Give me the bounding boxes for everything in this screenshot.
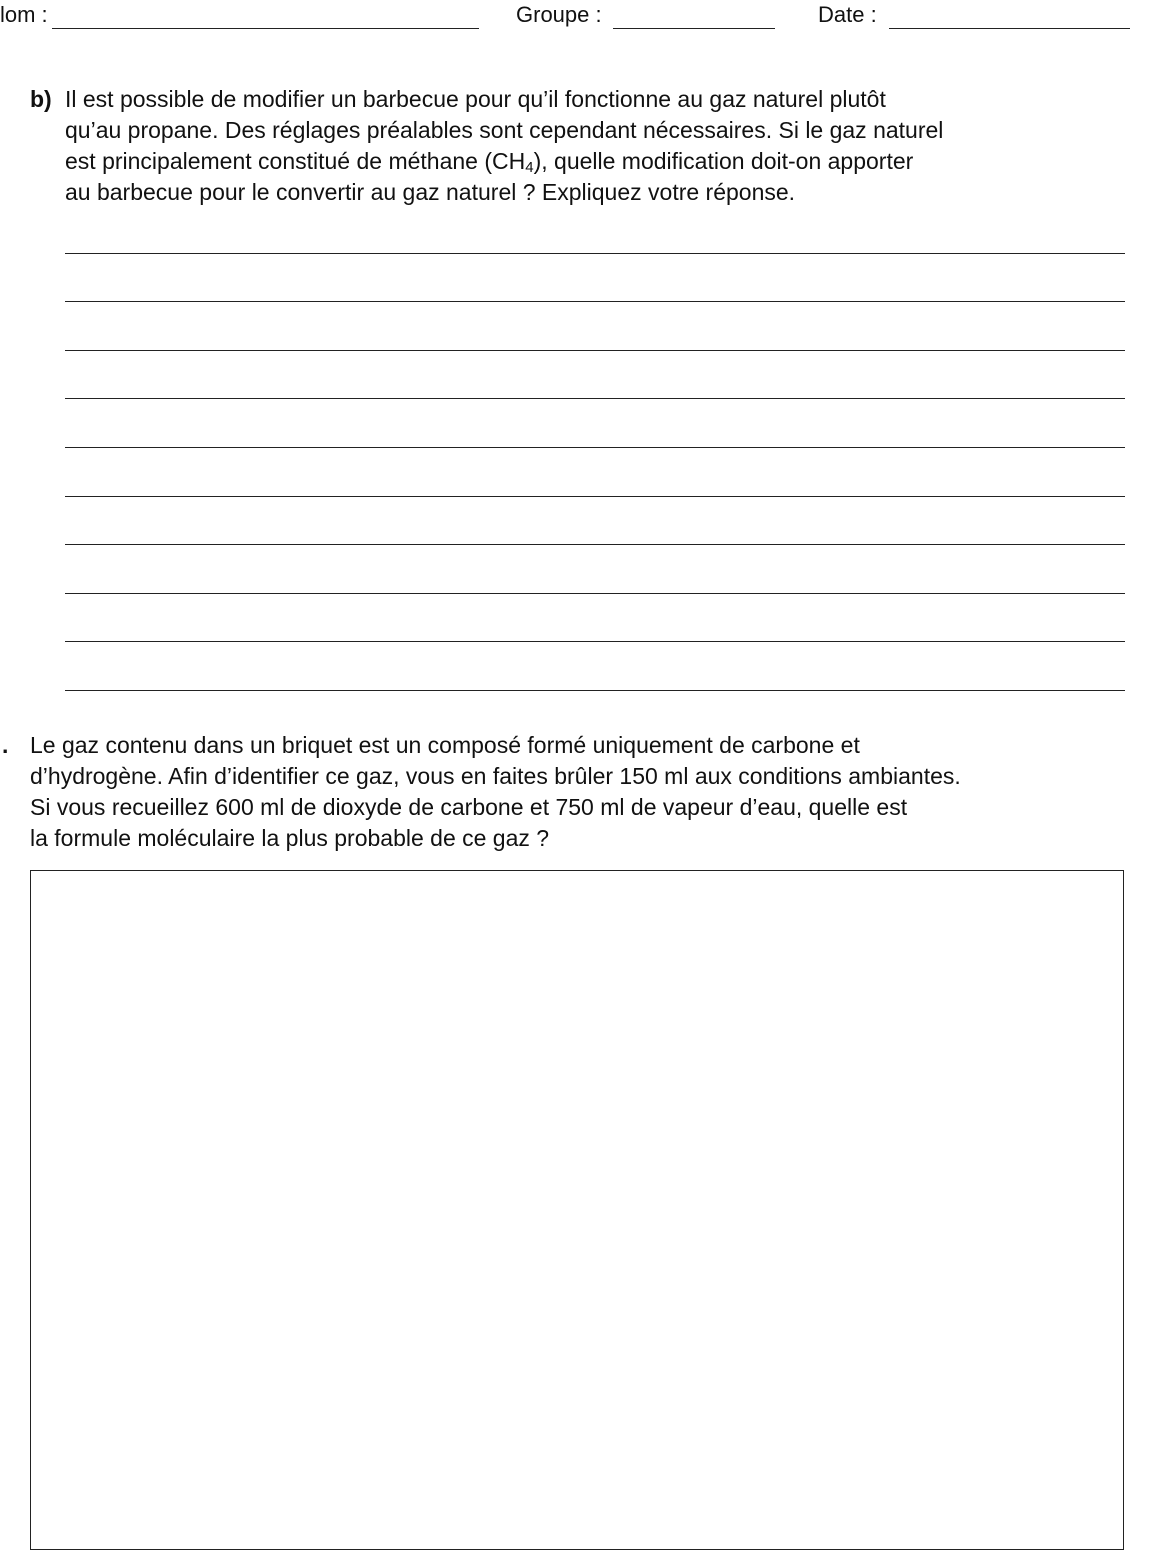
question-b-line-3-before: est principalement constitué de méthane (CH: [65, 148, 526, 174]
group-label: Groupe :: [516, 2, 602, 27]
answer-line[interactable]: [65, 690, 1125, 691]
name-answer-line[interactable]: [52, 28, 479, 29]
answer-line[interactable]: [65, 496, 1125, 497]
question-b-line-1: Il est possible de modifier un barbecue pour qu’il fonctionne au gaz naturel plutôt: [65, 86, 886, 112]
question-next-line-2: d’hydrogène. Afin d’identifier ce gaz, vous en faites brûler 150 ml aux conditions ambiantes.: [30, 763, 961, 789]
answer-line[interactable]: [65, 447, 1125, 448]
question-b-text: [65, 84, 943, 208]
methane-subscript: 4: [525, 159, 534, 176]
date-label: Date :: [818, 2, 877, 27]
question-next-line-3: Si vous recueillez 600 ml de dioxyde de carbone et 750 ml de vapeur d’eau, quelle est: [30, 794, 908, 820]
answer-line[interactable]: [65, 544, 1125, 545]
answer-line[interactable]: [65, 398, 1125, 399]
question-next-label: .: [2, 732, 9, 758]
question-next-text: [30, 730, 961, 854]
question-b-line-3: [65, 146, 943, 177]
answer-box[interactable]: [30, 870, 1124, 1550]
name-label: lom :: [0, 2, 48, 27]
answer-line[interactable]: [65, 301, 1125, 302]
group-answer-line[interactable]: [613, 28, 775, 29]
date-answer-line[interactable]: [889, 28, 1130, 29]
question-b-label: b): [30, 86, 52, 112]
answer-line[interactable]: [65, 350, 1125, 351]
answer-line[interactable]: [65, 593, 1125, 594]
answer-line[interactable]: [65, 253, 1125, 254]
question-next-line-1: Le gaz contenu dans un briquet est un composé formé uniquement de carbone et: [30, 732, 860, 758]
question-b-line-2: qu’au propane. Des réglages préalables sont cependant nécessaires. Si le gaz naturel: [65, 117, 944, 143]
question-next-line-4: la formule moléculaire la plus probable de ce gaz ?: [30, 825, 550, 851]
answer-line[interactable]: [65, 641, 1125, 642]
question-b-line-4: au barbecue pour le convertir au gaz naturel ? Expliquez votre réponse.: [65, 179, 796, 205]
question-b-line-3-after: ), quelle modification doit-on apporter: [533, 148, 914, 174]
